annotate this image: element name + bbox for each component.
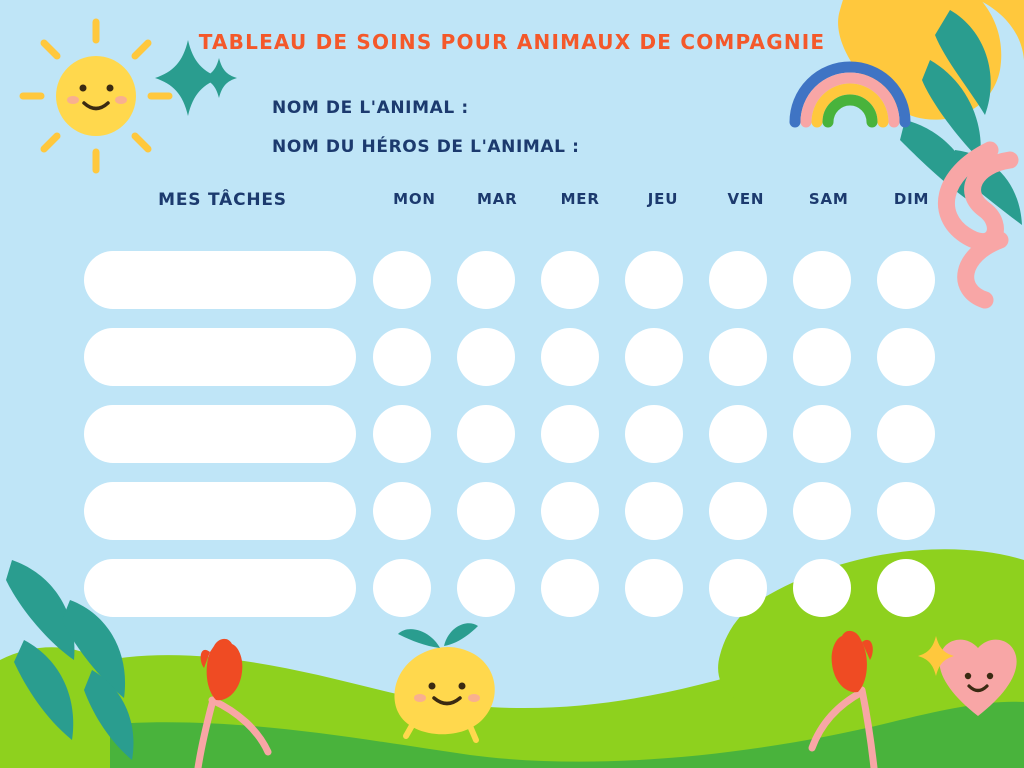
day-header-ven: VEN	[727, 190, 765, 208]
checkbox-r1-mar[interactable]	[457, 251, 515, 309]
checkbox-r1-sam[interactable]	[793, 251, 851, 309]
day-header-sam: SAM	[808, 190, 849, 208]
checkbox-r2-mon[interactable]	[373, 328, 431, 386]
day-header-mer: MER	[560, 190, 600, 208]
task-input-1[interactable]	[84, 251, 356, 309]
checkbox-r3-mar[interactable]	[457, 405, 515, 463]
checkbox-r4-ven[interactable]	[709, 482, 767, 540]
pet-hero-name-label: NOM DU HÉROS DE L'ANIMAL :	[272, 137, 580, 157]
checkbox-r4-mar[interactable]	[457, 482, 515, 540]
checkbox-r5-jeu[interactable]	[625, 559, 683, 617]
table-row	[0, 472, 1024, 549]
checkbox-r5-sam[interactable]	[793, 559, 851, 617]
checkbox-r1-ven[interactable]	[709, 251, 767, 309]
checkbox-r1-mer[interactable]	[541, 251, 599, 309]
checkbox-group-3	[373, 405, 953, 463]
checkbox-r5-ven[interactable]	[709, 559, 767, 617]
task-input-4[interactable]	[84, 482, 356, 540]
tasks-column-header: MES TÂCHES	[158, 190, 287, 210]
checkbox-r3-ven[interactable]	[709, 405, 767, 463]
table-row	[0, 241, 1024, 318]
checkbox-r4-mon[interactable]	[373, 482, 431, 540]
day-header-jeu: JEU	[647, 190, 679, 208]
page-title: TABLEAU DE SOINS POUR ANIMAUX DE COMPAGNIE	[198, 30, 826, 54]
checkbox-r2-jeu[interactable]	[625, 328, 683, 386]
checkbox-r4-dim[interactable]	[877, 482, 935, 540]
checkbox-r5-mon[interactable]	[373, 559, 431, 617]
day-header-mon: MON	[393, 190, 436, 208]
checkbox-r5-dim[interactable]	[877, 559, 935, 617]
checkbox-r1-jeu[interactable]	[625, 251, 683, 309]
table-row	[0, 395, 1024, 472]
checkbox-group-4	[373, 482, 953, 540]
checkbox-r3-mer[interactable]	[541, 405, 599, 463]
checkbox-r2-sam[interactable]	[793, 328, 851, 386]
checkbox-group-5	[373, 559, 953, 617]
table-row	[0, 318, 1024, 395]
task-input-2[interactable]	[84, 328, 356, 386]
checkbox-r1-mon[interactable]	[373, 251, 431, 309]
checkbox-group-2	[373, 328, 953, 386]
checkbox-r4-mer[interactable]	[541, 482, 599, 540]
day-headers-row	[373, 190, 953, 208]
checkbox-r3-sam[interactable]	[793, 405, 851, 463]
checkbox-r2-mer[interactable]	[541, 328, 599, 386]
checkbox-r2-ven[interactable]	[709, 328, 767, 386]
checkbox-r3-dim[interactable]	[877, 405, 935, 463]
checkbox-r1-dim[interactable]	[877, 251, 935, 309]
checkbox-group-1	[373, 251, 953, 309]
day-header-mar: MAR	[477, 190, 518, 208]
checkbox-r2-dim[interactable]	[877, 328, 935, 386]
checkbox-r5-mer[interactable]	[541, 559, 599, 617]
checkbox-r2-mar[interactable]	[457, 328, 515, 386]
pet-name-label: NOM DE L'ANIMAL :	[272, 98, 469, 118]
task-input-5[interactable]	[84, 559, 356, 617]
checkbox-r4-sam[interactable]	[793, 482, 851, 540]
checkbox-r3-mon[interactable]	[373, 405, 431, 463]
checkbox-r5-mar[interactable]	[457, 559, 515, 617]
checkbox-r4-jeu[interactable]	[625, 482, 683, 540]
day-header-dim: DIM	[893, 190, 930, 208]
task-input-3[interactable]	[84, 405, 356, 463]
checkbox-r3-jeu[interactable]	[625, 405, 683, 463]
chart-grid	[0, 241, 1024, 626]
table-row	[0, 549, 1024, 626]
